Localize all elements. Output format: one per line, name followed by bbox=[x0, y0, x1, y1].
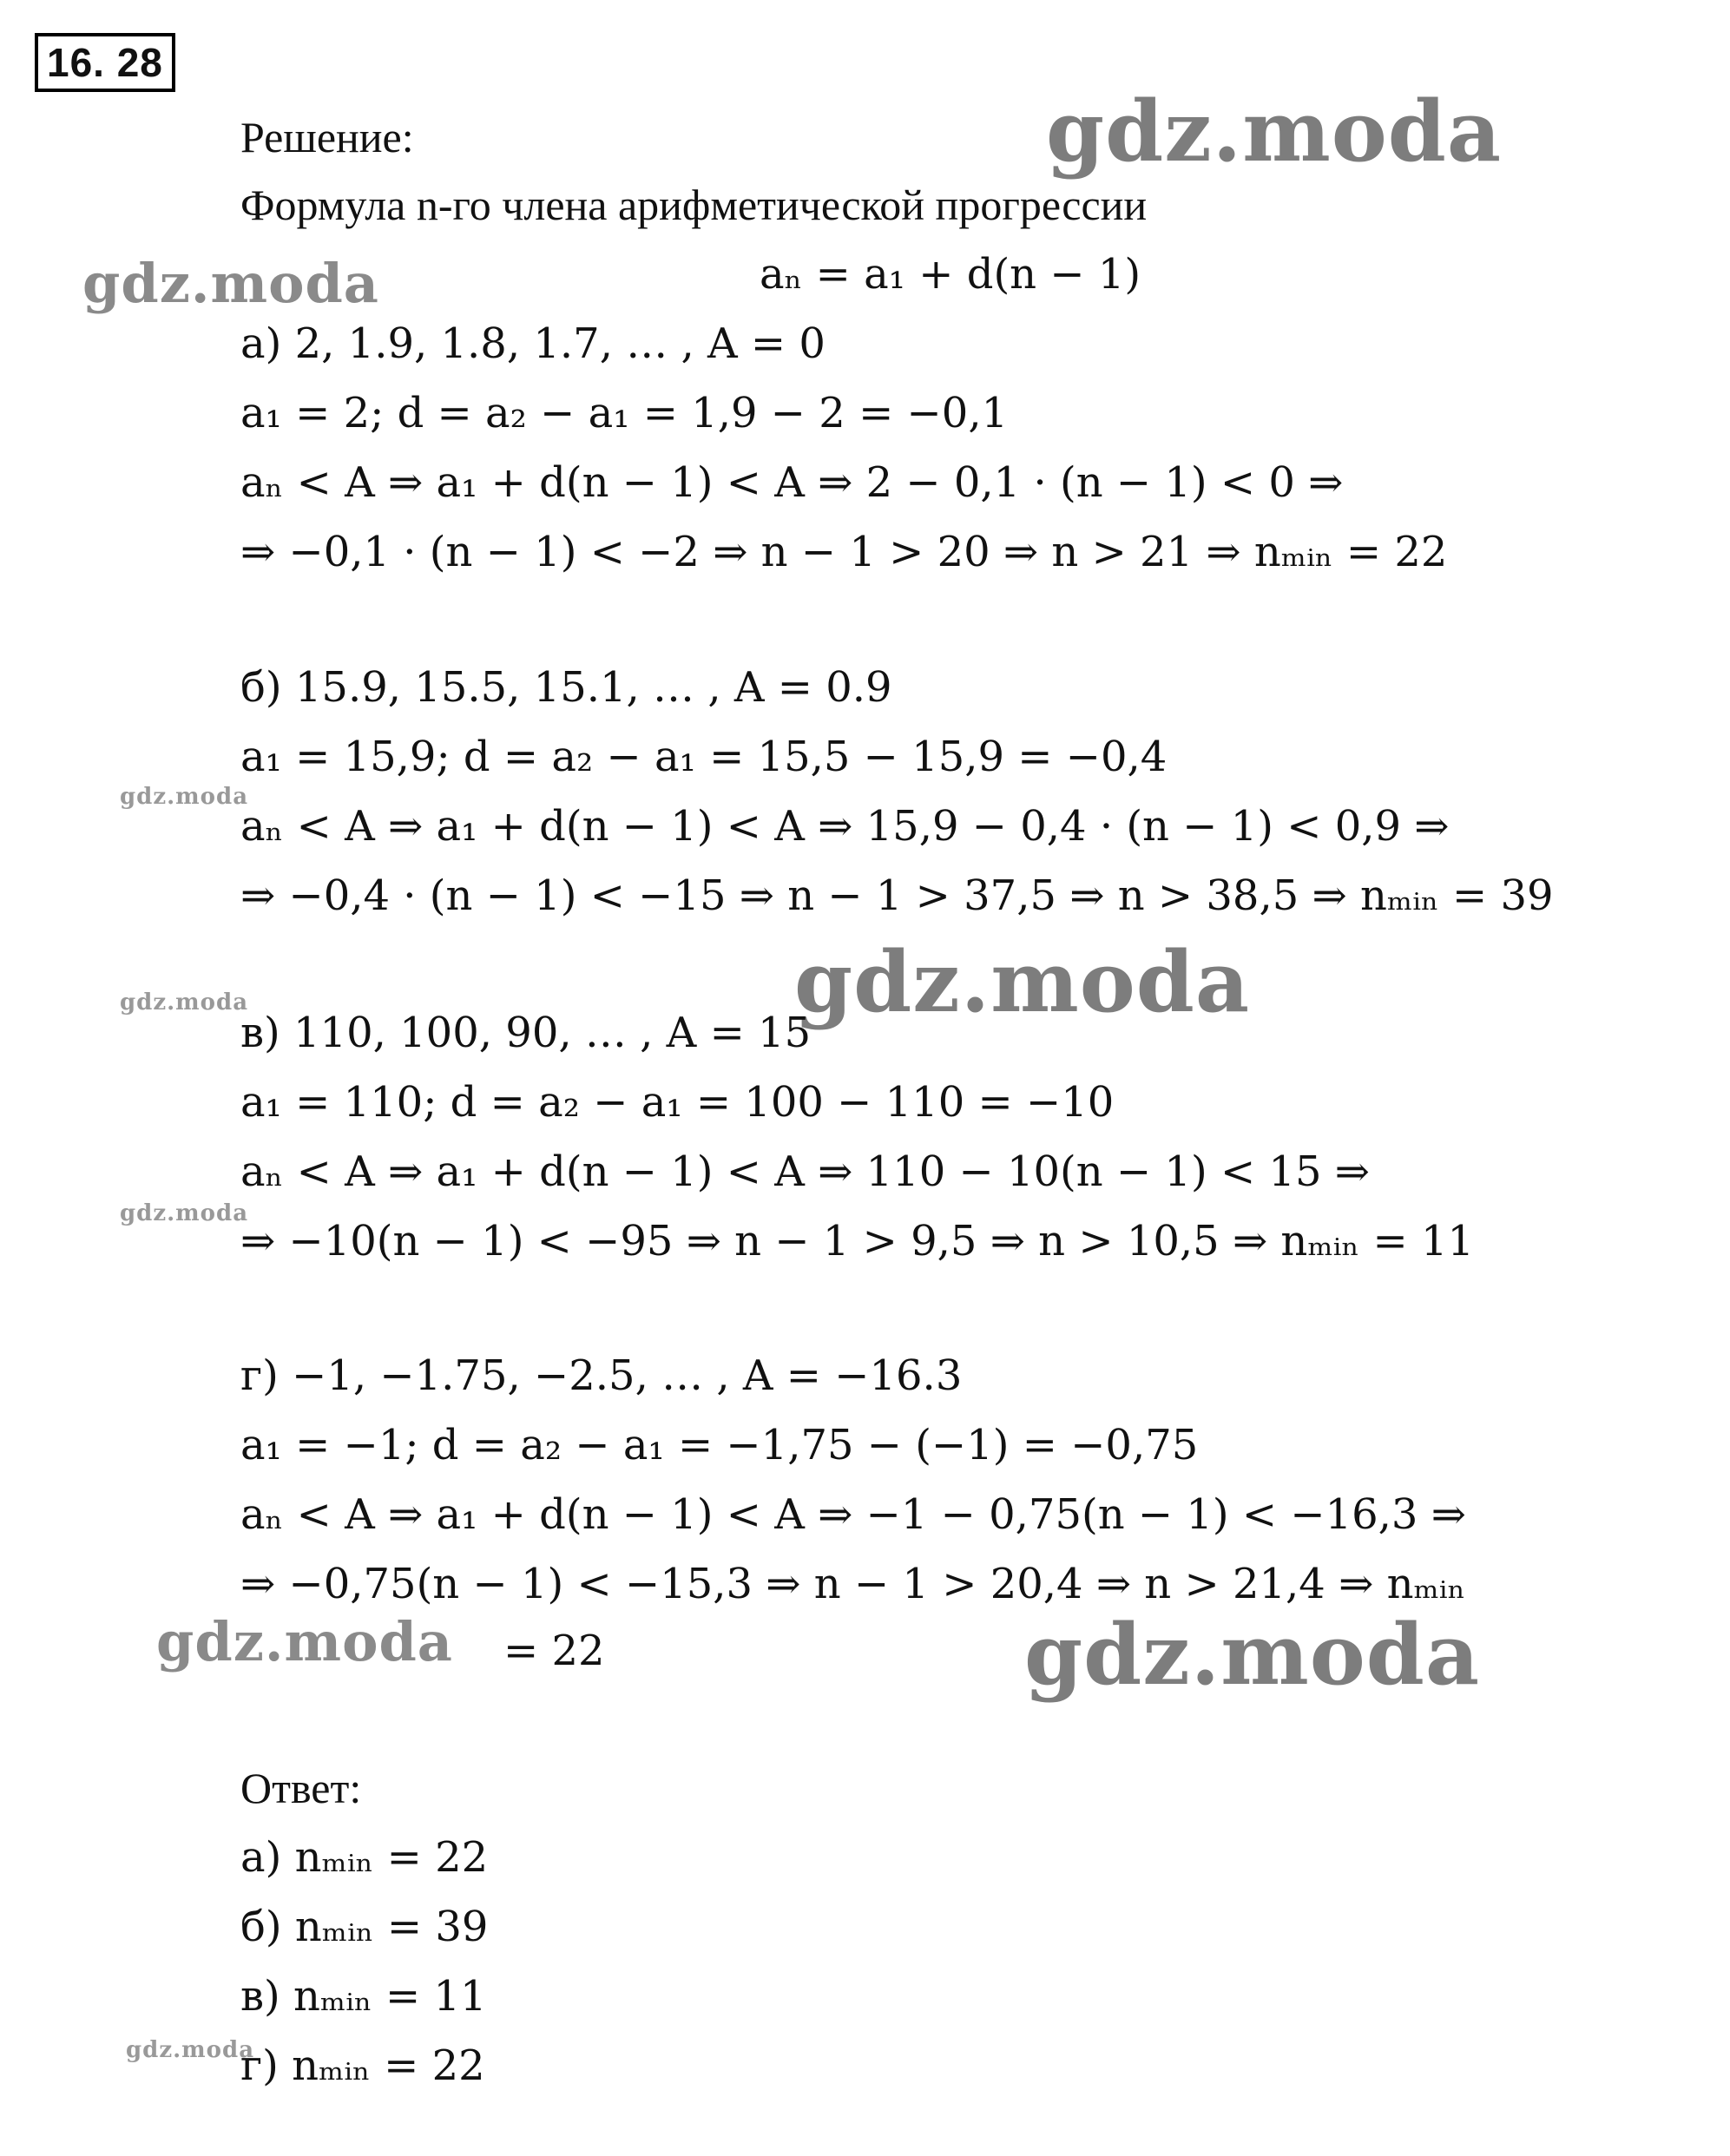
part-c-result: ⇒ −10(n − 1) < −95 ⇒ n − 1 > 9,5 ⇒ n > 10,5 ⇒ nₘᵢₙ = 11 bbox=[240, 1217, 1475, 1265]
watermark: gdz.moda bbox=[1046, 82, 1503, 181]
part-b-inequality: aₙ < A ⇒ a₁ + d(n − 1) < A ⇒ 15,9 − 0,4 · (n − 1) < 0,9 ⇒ bbox=[240, 802, 1450, 851]
general-formula: aₙ = a₁ + d(n − 1) bbox=[760, 250, 1141, 299]
formula-title: Формула n-го члена арифметической прогрессии bbox=[240, 181, 1148, 229]
watermark: gdz.moda bbox=[120, 784, 249, 810]
part-c-condition: в) 110, 100, 90, … , A = 15 bbox=[240, 1009, 812, 1057]
watermark: gdz.moda bbox=[1024, 1606, 1481, 1704]
answer-label: Ответ: bbox=[240, 1764, 362, 1812]
watermark: gdz.moda bbox=[120, 1200, 249, 1226]
answer-item: г) nₘᵢₙ = 22 bbox=[240, 2041, 485, 2090]
part-d-condition: г) −1, −1.75, −2.5, … , A = −16.3 bbox=[240, 1351, 963, 1400]
part-a-inequality: aₙ < A ⇒ a₁ + d(n − 1) < A ⇒ 2 − 0,1 · (n − 1) < 0 ⇒ bbox=[240, 458, 1344, 507]
part-a-condition: а) 2, 1.9, 1.8, 1.7, … , A = 0 bbox=[240, 319, 826, 368]
part-d-result: ⇒ −0,75(n − 1) < −15,3 ⇒ n − 1 > 20,4 ⇒ n > 21,4 ⇒ nₘᵢₙ bbox=[240, 1560, 1466, 1608]
answer-item: в) nₘᵢₙ = 11 bbox=[240, 1972, 487, 2021]
part-b-result: ⇒ −0,4 · (n − 1) < −15 ⇒ n − 1 > 37,5 ⇒ n > 38,5 ⇒ nₘᵢₙ = 39 bbox=[240, 871, 1554, 920]
part-c-difference: a₁ = 110; d = a₂ − a₁ = 100 − 110 = −10 bbox=[240, 1078, 1115, 1127]
part-a-result: ⇒ −0,1 · (n − 1) < −2 ⇒ n − 1 > 20 ⇒ n > 21 ⇒ nₘᵢₙ = 22 bbox=[240, 528, 1448, 576]
watermark: gdz.moda bbox=[156, 1610, 453, 1673]
answer-item: б) nₘᵢₙ = 39 bbox=[240, 1903, 489, 1951]
part-d-inequality: aₙ < A ⇒ a₁ + d(n − 1) < A ⇒ −1 − 0,75(n − 1) < −16,3 ⇒ bbox=[240, 1490, 1466, 1539]
watermark: gdz.moda bbox=[794, 933, 1251, 1031]
problem-number: 16. 28 bbox=[35, 33, 175, 92]
watermark: gdz.moda bbox=[120, 989, 249, 1016]
answer-item: а) nₘᵢₙ = 22 bbox=[240, 1833, 489, 1882]
part-a-difference: a₁ = 2; d = a₂ − a₁ = 1,9 − 2 = −0,1 bbox=[240, 389, 1009, 437]
part-c-inequality: aₙ < A ⇒ a₁ + d(n − 1) < A ⇒ 110 − 10(n − 1) < 15 ⇒ bbox=[240, 1147, 1370, 1196]
part-b-difference: a₁ = 15,9; d = a₂ − a₁ = 15,5 − 15,9 = −0,4 bbox=[240, 733, 1168, 781]
part-d-difference: a₁ = −1; d = a₂ − a₁ = −1,75 − (−1) = −0,75 bbox=[240, 1421, 1199, 1469]
part-b-condition: б) 15.9, 15.5, 15.1, … , A = 0.9 bbox=[240, 663, 892, 712]
watermark: gdz.moda bbox=[82, 252, 379, 315]
part-d-result-continued: = 22 bbox=[503, 1627, 605, 1675]
solution-label: Решение: bbox=[240, 113, 414, 161]
watermark: gdz.moda bbox=[126, 2037, 255, 2063]
